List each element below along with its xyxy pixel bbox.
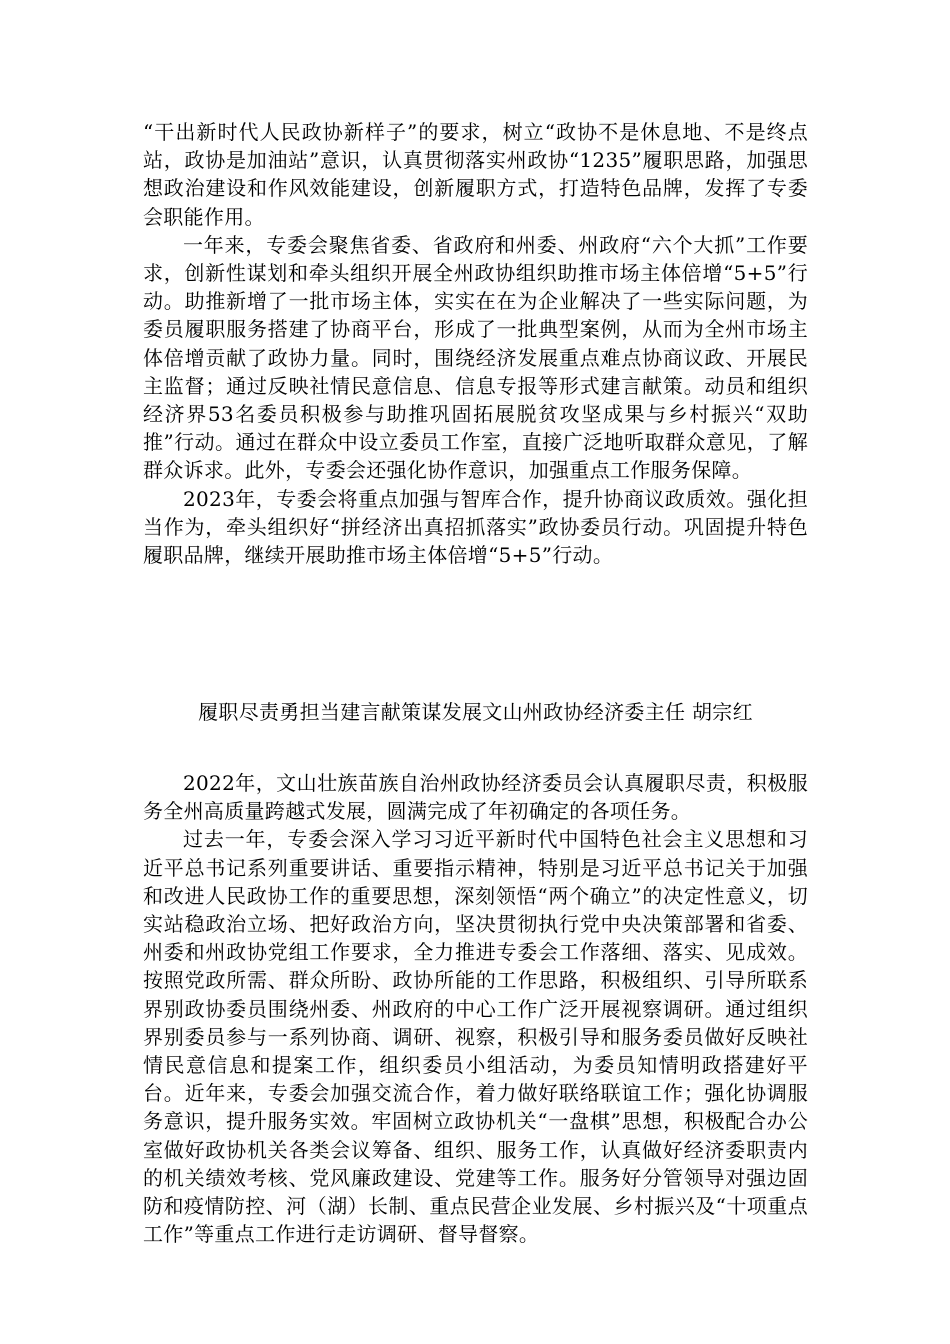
paragraph-continuation: “干出新时代人民政协新样子”的要求，树立“政协不是休息地、不是终点站，政协是加油站”意识，认真贯彻落实州政协“1235”履职思路，加强思想政治建设和作风效能建设，创新履职方式，打造特色品牌，发挥了专委会职能作用。 bbox=[143, 120, 808, 229]
article-title: 履职尽责勇担当建言献策谋发展文山州政协经济委主任 胡宗红 bbox=[198, 700, 753, 724]
paragraph-year-review: 一年来，专委会聚焦省委、省政府和州委、州政府“六个大抓”工作要求，创新性谋划和牵头组织开展全州政协组织助推市场主体倍增“5+5”行动。助推新增了一批市场主体，实实在在为企业解决了一些实际问题，为委员履职服务搭建了协商平台，形成了一批典型案例，从而为全州市场主体倍增贡献了政协力量。同时，围绕经济发展重点难点协商议政、开展民主监督；通过反映社情民意信息、信息专报等形式建言献策。动员和组织经济界53名委员积极参与助推巩固拓展脱贫攻坚成果与乡村振兴“双助推”行动。通过在群众中设立委员工作室，直接广泛地听取群众意见，了解群众诉求。此外，专委会还强化协作意识，加强重点工作服务保障。 bbox=[143, 232, 808, 483]
paragraph-2022-summary: 2022年，文山壮族苗族自治州政协经济委员会认真履职尽责，积极服务全州高质量跨越式发展，圆满完成了年初确定的各项任务。 bbox=[143, 771, 808, 824]
paragraph-2023-plan: 2023年，专委会将重点加强与智库合作，提升协商议政质效。强化担当作为，牵头组织好“拼经济出真招抓落实”政协委员行动。巩固提升特色履职品牌，继续开展助推市场主体倍增“5+5”行动。 bbox=[143, 486, 808, 568]
top-text-block bbox=[143, 118, 808, 569]
paragraph-past-year: 过去一年，专委会深入学习习近平新时代中国特色社会主义思想和习近平总书记系列重要讲话、重要指示精神，特别是习近平总书记关于加强和改进人民政协工作的重要思想，深刻领悟“两个确立”的决定性意义，切实站稳政治立场、把好政治方向，坚决贯彻执行党中央决策部署和省委、州委和州政协党组工作要求，全力推进专委会工作落细、落实、见成效。按照党政所需、群众所盼、政协所能的工作思路，积极组织、引导所联系界别政协委员围绕州委、州政府的中心工作广泛开展视察调研。通过组织界别委员参与一系列协商、调研、视察，积极引导和服务委员做好反映社情民意信息和提案工作，组织委员小组活动，为委员知情明政搭建好平台。近年来，专委会加强交流合作，着力做好联络联谊工作；强化协调服务意识，提升服务实效。牢固树立政协机关“一盘棋”思想，积极配合办公室做好政协机关各类会议筹备、组织、服务工作，认真做好经济委职责内的机关绩效考核、党风廉政建设、党建等工作。服务好分管领导对强边固防和疫情防控、河（湖）长制、重点民营企业发展、乡村振兴及“十项重点工作”等重点工作进行走访调研、督导督察。 bbox=[143, 827, 808, 1247]
bottom-text-block bbox=[143, 769, 808, 1248]
